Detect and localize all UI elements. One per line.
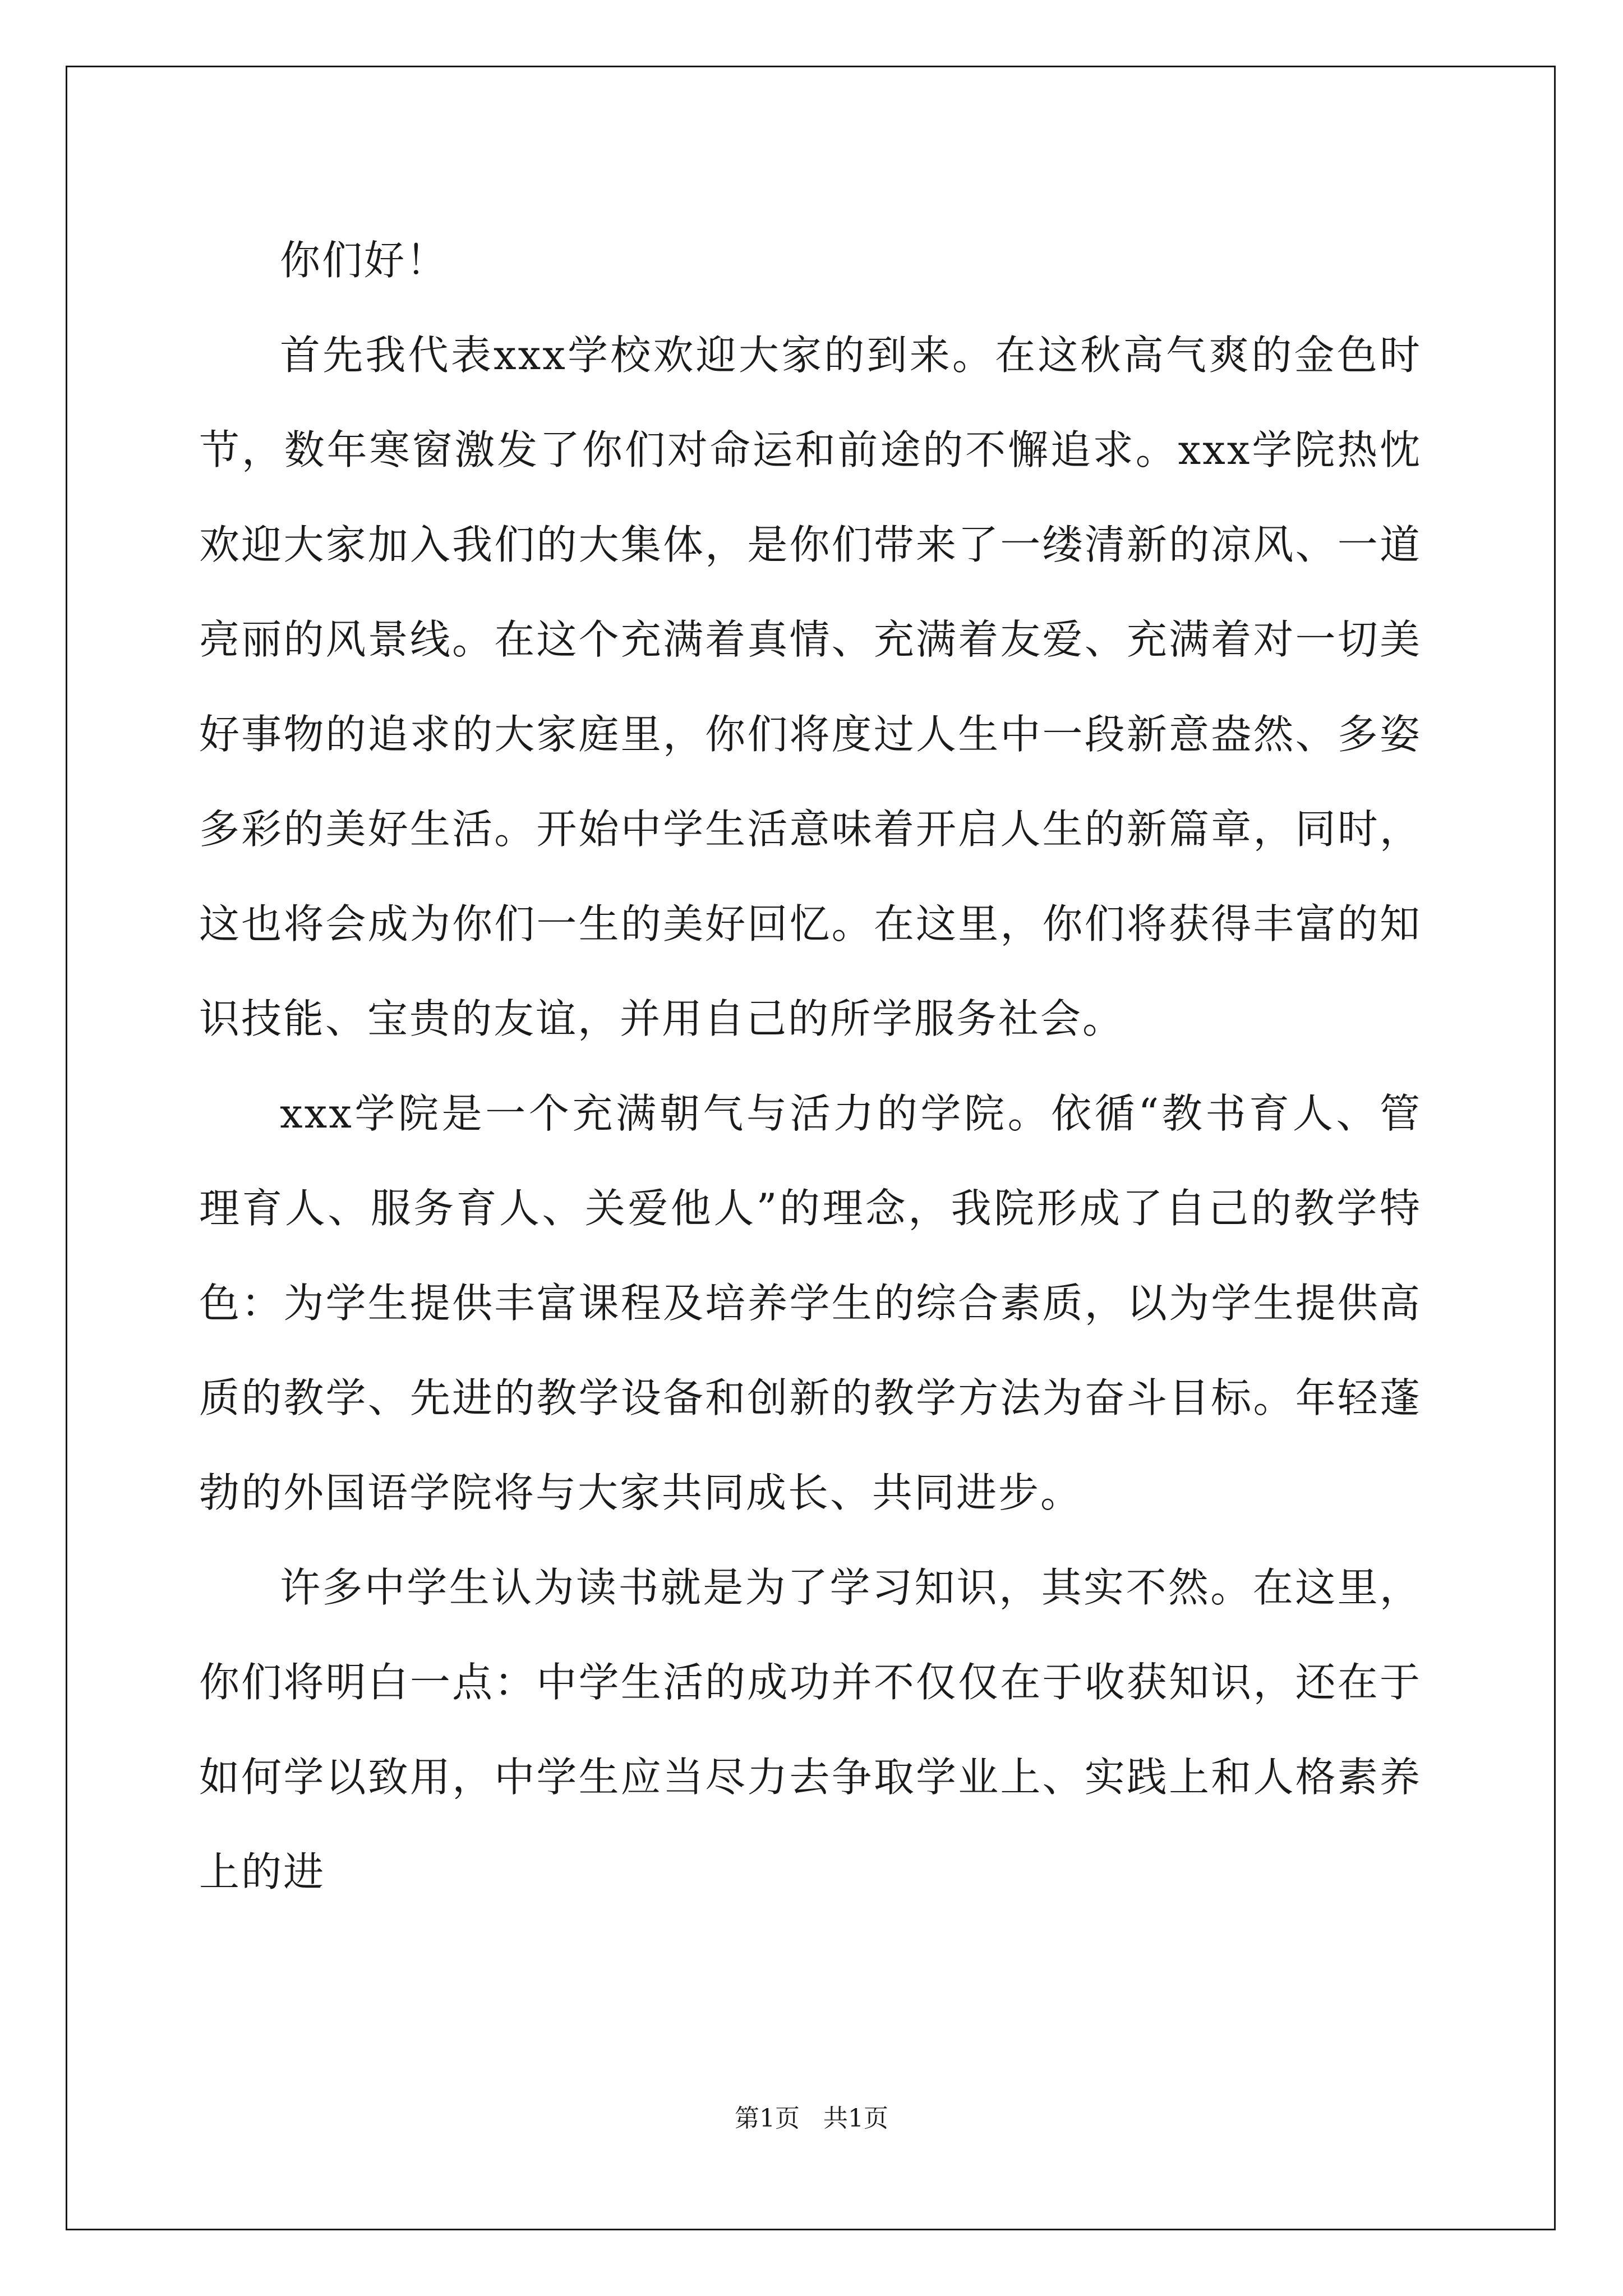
greeting: 你们好！	[280, 237, 449, 284]
paragraph-1: 首先我代表xxx学校欢迎大家的到来。在这秋高气爽的金色时节，数年寒窗激发了你们对命运和前途的不懈追求。xxx学院热忱欢迎大家加入我们的大集体，是你们带来了一缕清新的凉风、一道亮丽的风景线。在这个充满着真情、充满着友爱、充满着对一切美好事物的追求的大家庭里，你们将度过人生中一段新意盎然、多姿多彩的美好生活。开始中学生活意味着开启人生的新篇章，同时，这也将会成为你们一生的美好回忆。在这里，你们将获得丰富的知识技能、宝贵的友谊，并用自己的所学服务社会。	[199, 332, 1422, 1042]
page-total: 共1页	[823, 2104, 888, 2133]
page-number: 第1页	[735, 2104, 800, 2133]
page-footer	[0, 2098, 1623, 2134]
document-body	[199, 213, 1422, 1920]
paragraph-3: 许多中学生认为读书就是为了学习知识，其实不然。在这里，你们将明白一点：中学生活的成功并不仅仅在于收获知识，还在于如何学以致用，中学生应当尽力去争取学业上、实践上和人格素养上的进	[199, 1564, 1422, 1895]
paragraph-2: xxx学院是一个充满朝气与活力的学院。依循“教书育人、管理育人、服务育人、关爱他人”的理念，我院形成了自己的教学特色：为学生提供丰富课程及培养学生的综合素质，以为学生提供高质的教学、先进的教学设备和创新的教学方法为奋斗目标。年轻蓬勃的外国语学院将与大家共同成长、共同进步。	[199, 1090, 1422, 1516]
